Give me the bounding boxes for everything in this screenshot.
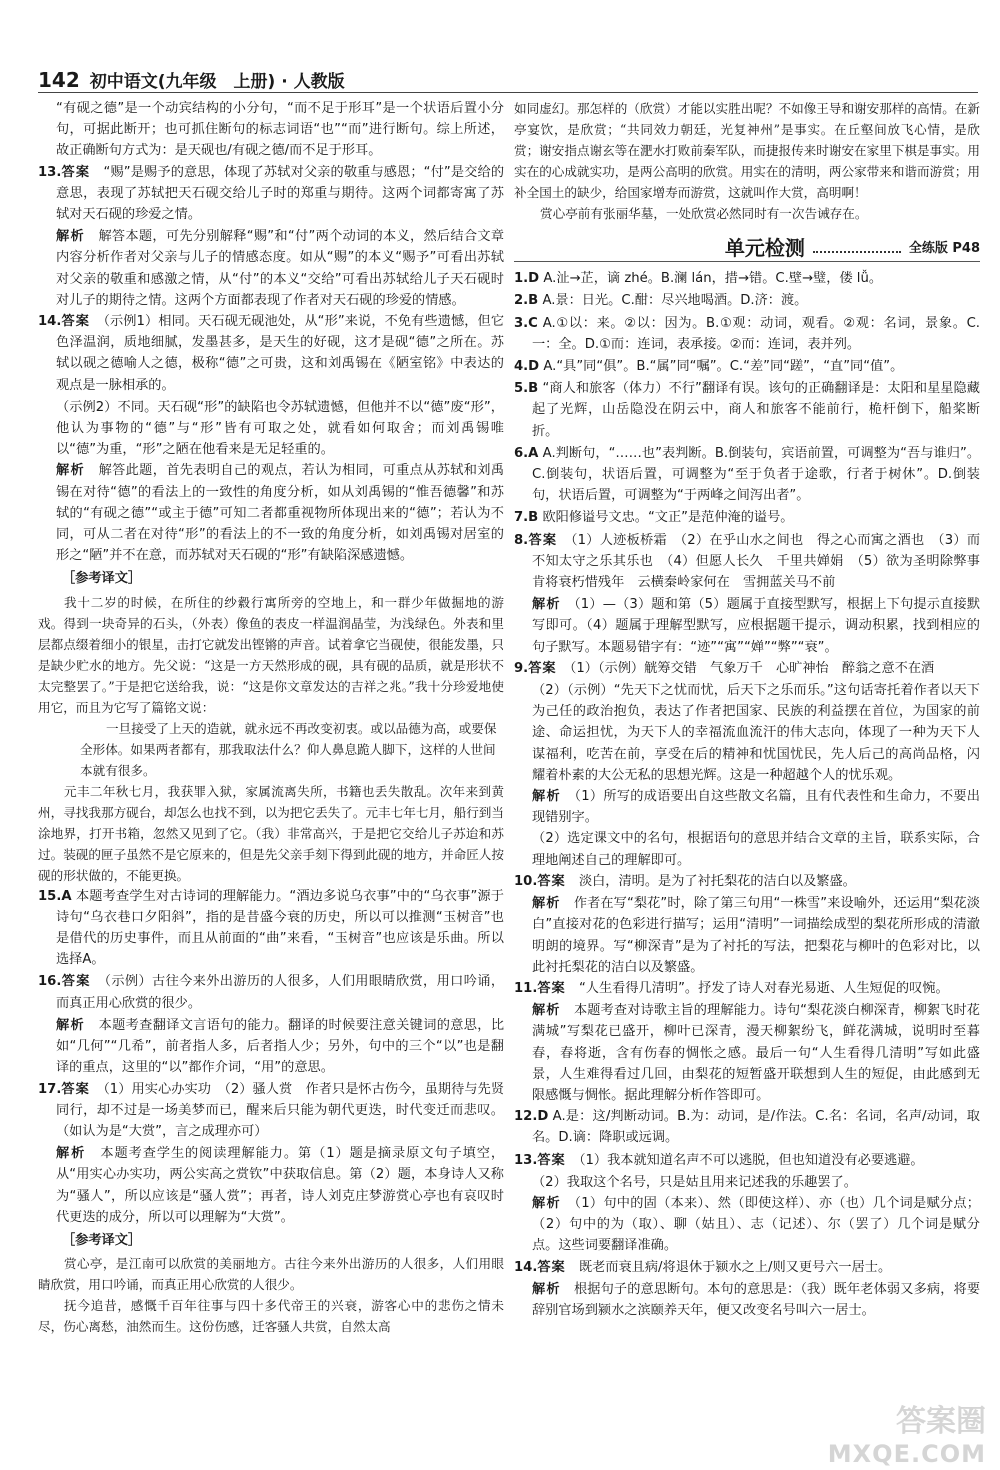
answer-item [514, 443, 980, 507]
item-text: A.是：这/判断动词。B.为：动词，是/作法。C.名：名词，名声/动词，取名。D.谪：降职或远调。 [532, 1109, 980, 1146]
item-tag: 答案 [537, 1259, 566, 1275]
item-tag: 解析 [56, 1146, 87, 1162]
item-tag: 解析 [532, 1281, 561, 1297]
answer-paragraph [514, 594, 980, 658]
item-text: 一旦接受了上天的造就，就永远不再改变初衷。或以品德为高，或要保全形体。如果两者都有，那我取法什么？仰人鼻息跪人脚下，这样的人世间本就有很多。 [80, 720, 497, 778]
item-text: “人生看得几清明”。抒发了诗人对春光易逝、人生短促的叹惋。 [578, 980, 949, 996]
item-text: A.景：日光。C.酣：尽兴地喝酒。D.济：渡。 [542, 293, 808, 309]
item-number: 16. [38, 974, 62, 990]
item-text: （示例1）相同。天石砚无砚池处，从“形”来说，不免有些遗憾，但它色泽温润，质地细腻，发墨甚多，是天生的好砚，这才是砚“德”之所在。苏轼以砚之德喻人之德，极称“德”之可贵，这和刘禹锡在《陋室铭》中表达的观点是一脉相承的。 [56, 314, 505, 393]
item-tag: 答案 [537, 980, 566, 996]
answer-item [38, 1079, 504, 1143]
item-text: A.判断句，“……也”表判断。B.倒装句，宾语前置，可调整为“吾与谁归”。C.倒装句，状语后置，可调整为“至于负者于途歌，行者于树休”。D.倒装句，状语后置，可调整为“于两峰之间泻出者”。 [532, 445, 981, 504]
answer-item [514, 356, 980, 377]
item-tag: 解析 [56, 463, 86, 479]
translation-paragraph [38, 781, 504, 886]
answer-paragraph [514, 1000, 980, 1106]
answer-paragraph [514, 893, 980, 978]
item-number: 4.D [514, 359, 540, 375]
translation-quote [38, 718, 504, 781]
translation-paragraph [38, 1253, 504, 1295]
item-tag: 答案 [61, 164, 91, 180]
answer-item [514, 378, 980, 442]
item-text: 抚今追昔，感慨千百年往事与四十多代帝王的兴衰，游客心中的悲伤之情未尽，伤心离愁，油然而生。这份伤感，迁客骚人共赏，自然太高 [38, 1298, 504, 1335]
answer-item [38, 886, 504, 971]
answer-item [514, 1150, 980, 1171]
item-number: 17. [38, 1081, 62, 1097]
answer-item [38, 971, 504, 1013]
translation-paragraph [38, 592, 504, 718]
answer-paragraph [514, 828, 980, 870]
answer-item [514, 1257, 980, 1278]
item-number: 9. [514, 660, 529, 676]
item-tag: 解析 [532, 597, 561, 613]
item-number: 7.B [514, 510, 539, 526]
item-text: “有砚之德”是一个动宾结构的小分句，“而不足于形耳”是一个状语后置小分句，可据此断开；也可抓住断句的标志词语“也”“而”进行断句。综上所述，故正确断句方式为：是天砚也/有砚之德/而不足于形耳。 [56, 101, 504, 159]
item-text: 我十二岁的时候，在所住的纱縠行寓所旁的空地上，和一群少年做掘地的游戏。得到一块奇异的石头，（外表）像鱼的表皮一样温润晶莹，为浅绿色。外表和里层都点缀着细小的银星，击打它就发出铿锵的声音。试着拿它当砚使，很能发墨，只是缺少贮水的地方。先父说：“这是一方天然形成的砚，具有砚的品质，就是形状不太完整罢了。”于是把它送给我，说：“这是你文章发达的吉祥之兆。”我十分珍爱地使用它，而且为它写了篇铭文说： [38, 594, 504, 715]
item-text: （1）句中的固（本来）、然（即使这样）、亦（也）几个词是赋分点；（2）句中的为（取）、聊（姑且）、志（记述）、尔（罢了）几个词是赋分点。这些词要翻译准确。 [532, 1195, 980, 1254]
item-text: A.沚→芷，谪 zhé。B.澜 lán，措→错。C.壁→璧，偻 lǚ。 [543, 271, 883, 287]
item-text: 赏心亭，是江南可以欣赏的美丽地方。古往今来外出游历的人很多，人们用眼睛欣赏，用口吟诵，而真正用心欣赏的人很少。 [38, 1256, 504, 1293]
section-title: 单元检测 [724, 236, 805, 260]
item-tag: 答案 [61, 1081, 90, 1097]
item-tag: 答案 [61, 314, 91, 330]
item-text: 作者在写“梨花”时，除了第三句用“一株雪”来设喻外，还运用“梨花淡白”直接对花的色彩进行描写；运用“清明”一词描绘成型的梨花所形成的清澈明朗的境界。写“柳深青”是为了衬托的写法，把梨花与柳叶的色彩对比，以此衬托梨花的洁白以及繁盛。 [532, 896, 981, 975]
item-text: 欧阳修谥号文忠。“文正”是范仲淹的谥号。 [542, 510, 794, 526]
item-tag: 解析 [532, 896, 561, 912]
answer-paragraph [514, 1279, 980, 1321]
item-text: （1）—（3）题和第（5）题属于直接型默写，根据上下句提示直接默写即可。（4）题属于理解型默写，应根据题干提示，调动积累，找到相应的句子默写。本题易错字有：“迹”“寓”“婵”“弊”“衰”。 [532, 597, 981, 655]
answer-item [514, 978, 980, 999]
page-header [38, 62, 978, 93]
item-text: 淡白，清明。是为了衬托梨花的洁白以及繁盛。 [578, 873, 856, 889]
page-number: 142 [38, 68, 80, 92]
item-text: 解答本题，可先分别解释“赐”和“付”两个动词的本义，然后结合文章内容分析作者对父亲与儿子的情感态度。如从“赐”的本义“赐予”可看出苏轼对父亲的敬重和感激之情，从“付”的本义“交给”可看出苏轼给儿子天石砚时对儿子的期待之情。这两个方面都表现了作者对天石砚的珍爱的情感。 [56, 229, 505, 308]
answer-paragraph [514, 1193, 980, 1257]
item-tag: 答案 [528, 532, 558, 548]
item-text: ［参考译文］ [62, 1232, 142, 1248]
item-tag: 答案 [537, 1152, 566, 1168]
translation-heading [38, 568, 504, 589]
item-tag: 解析 [532, 1003, 561, 1019]
book-title: 初中语文(九年级 上册) · 人教版 [89, 72, 345, 92]
item-text: （1）所写的成语要出自这些散文名篇，且有代表性和生命力，不要出现错别字。 [532, 789, 980, 826]
item-number: 11. [514, 980, 538, 996]
answer-item [514, 313, 980, 355]
item-text: “商人和旅客（体力）不行”翻译有误。该句的正确翻译是：太阳和星星隐藏起了光辉，山岳隐没在阴云中，商人和旅客不能前行，桅杆倒下，船桨断折。 [532, 381, 980, 439]
item-text: （1）人迹板桥霜 （2）在乎山水之间也 得之心而寓之酒也 （3）而不知太守之乐其乐也 （4）但愿人长久 千里共婵娟 （5）欲为圣明除弊事 肯将衰朽惜残年 云横秦岭家何在 雪拥蓝关马不前 [532, 532, 994, 591]
watermark-url: MXQE.COM [827, 1440, 986, 1468]
answer-item [38, 162, 504, 226]
item-tag: 解析 [56, 229, 85, 245]
section-dots [813, 251, 901, 253]
answer-item [38, 311, 504, 396]
item-number: 3.C [514, 315, 538, 331]
item-text: A.“具”同“俱”。B.“属”同“嘱”。C.“差”同“蹉”，“直”同“值”。 [543, 359, 904, 375]
item-tag: 答案 [537, 873, 566, 889]
item-tag: 解析 [56, 1017, 86, 1033]
answer-paragraph [38, 98, 504, 162]
translation-paragraph [38, 1295, 504, 1337]
item-number: 5.B [514, 381, 539, 397]
item-number: 14. [38, 314, 62, 330]
left-column [38, 98, 504, 1458]
item-text: 根据句子的意思断句。本句的意思是：（我）既年老体弱又多病，将要辞别官场到颍水之滨颐养天年，便又改变名号叫六一居士。 [532, 1281, 981, 1318]
item-text: （2）选定课文中的名句，根据语句的意思并结合文章的主旨，联系实际，合理地阐述自己的理解即可。 [532, 831, 980, 868]
item-text: 赏心亭前有张丽华墓，一处欣赏必然同时有一次告诫存在。 [540, 206, 868, 221]
watermark-logo [816, 1396, 986, 1468]
answer-paragraph [514, 680, 980, 786]
item-number: 13. [38, 164, 62, 180]
item-text: （示例2）不同。天石砚“形”的缺陷也令苏轼遗憾，但他并不以“德”废“形”，他认为事物的“德”与“形”皆有可取之处，就看如何取舍；而刘禹锡唯以“德”为重，“形”之陋在他看来是无足轻重的。 [56, 399, 504, 458]
answer-item [514, 268, 980, 289]
answer-item [514, 871, 980, 892]
item-number: 10. [514, 873, 538, 889]
answer-paragraph [514, 1172, 980, 1193]
item-number: 14. [514, 1259, 538, 1275]
item-text: 本题考查对诗歌主旨的理解能力。诗句“梨花淡白柳深青，柳絮飞时花满城”写梨花已盛开，柳叶已深青，漫天柳絮纷飞，鲜花满城，说明时至暮春，春将逝，含有伤春的惆怅之感。最后一句“人生看得几清明”写如此盛景，人生难得看过几回，由梨花的短暂盛开联想到人生的短促，由此感到无限感慨与惆怅。据此理解分析作答即可。 [532, 1003, 980, 1103]
item-tag: 解析 [532, 1195, 561, 1211]
translation-paragraph [514, 98, 980, 203]
watermark-text: 答案圈 [896, 1404, 986, 1439]
answer-paragraph [38, 226, 504, 311]
item-text: 本题考查学生的阅读理解能力。第（1）题是摘录原文句子填空，从“用实心办实功，两公实高之赏钦”中获取信息。第（2）题，本身诗人又称为“骚人”，所以应该是“骚人赏”；再者，诗人刘克庄梦游赏心亭也有哀叹时代更迭的成分，所以可以理解为“大赏”。 [56, 1146, 505, 1225]
item-tag: 解析 [532, 789, 561, 805]
item-number: 13. [514, 1152, 538, 1168]
section-header [514, 238, 980, 262]
item-text: （2）我取这个名号，只是姑且用来记述我的乐趣罢了。 [532, 1174, 857, 1190]
item-text: （1）用实心办实功 （2）骚人赏 作者只是怀古伤今，虽期待与先贤同行，却不过是一场美梦而已，醒来后只能为朝代更迭，时代变迁而悲叹。（如认为是“大赏”，言之成理亦可） [56, 1081, 505, 1139]
item-number: 12.D [514, 1109, 549, 1125]
answer-paragraph [38, 460, 504, 566]
item-text: ［参考译文］ [62, 571, 142, 587]
answer-item [514, 530, 994, 594]
answer-paragraph [38, 397, 504, 461]
item-text: （示例）古往今来外出游历的人很多，人们用眼睛欣赏，用口吟诵，而真正用心欣赏的很少。 [56, 974, 505, 1011]
answer-paragraph [38, 1143, 504, 1228]
item-text: （2）（示例）“先天下之忧而忧，后天下之乐而乐。”这句话寄托着作者以天下为己任的政治抱负，表达了作者把国家、民族的利益摆在首位，为国家的前途、命运担忧，为天下人的幸福流血流汗的伟大志向，体现了一种为天下人谋福利，吃苦在前，享受在后的精神和忧国忧民，先人后己的高尚品格，闪耀着朴素的大公无私的思想光辉。这是一种超越个人的忧乐观。 [532, 683, 980, 783]
answer-item [514, 507, 980, 528]
translation-paragraph [514, 203, 980, 224]
translation-heading [38, 1230, 504, 1251]
item-number: 15.A [38, 888, 72, 904]
item-number: 6.A [514, 445, 539, 461]
item-text: 元丰二年秋七月，我获罪入狱，家属流离失所，书籍也丢失散乱。次年来到黄州，寻找我那方砚台，却怎么也找不到，以为把它丢失了。元丰七年七月，船行到当涂地界，打开书箱，忽然又见到了它。（我）非常高兴，于是把它交给儿子苏迨和苏过。装砚的匣子虽然不是它原来的，但是先父亲手刻下得到此砚的地方，并命匠人按砚的形状做的，不能更换。 [38, 783, 504, 883]
item-text: 解答此题，首先表明自己的观点，若认为相同，可重点从苏轼和刘禹锡在对待“德”的看法上的一致性的角度分析，如从刘禹锡的“惟吾德馨”和苏轼的“有砚之德”“或主于德”可知二者都重视物所体现出来的“德”；若认为不同，可从二者在对待“形”的看法上的不一致的角度分析，如刘禹锡对居室的形之“陋”并不在意，而苏轼对天石砚的“形”有缺陷深感遗憾。 [56, 463, 505, 564]
item-text: （1）我本就知道名声不可以逃脱，但也知道没有必要逃避。 [578, 1152, 924, 1168]
answer-paragraph [514, 786, 980, 828]
item-text: 本题考查翻译文言语句的能力。翻译的时候要注意关键词的意思，比如“几何”“几希”，前者指人多，后者指人少；另外，句中的三个“以”也是翻译的重点，这里的“以”都作介词，“用”的意思。 [56, 1017, 505, 1076]
item-text: （1）（示例）觥筹交错 气象万千 心旷神怡 醉翁之意不在酒 [569, 660, 935, 676]
item-tag: 答案 [61, 974, 91, 990]
item-number: 1.D [514, 271, 540, 287]
item-text: “赐”是赐予的意思，体现了苏轼对父亲的敬重与感恩；“付”是交给的意思，表现了苏轼把天石砚交给儿子时的郑重与期待。这两个词都寄寓了苏轼对天石砚的珍爱之情。 [56, 164, 505, 223]
answer-item [514, 658, 980, 679]
item-number: 2.B [514, 293, 539, 309]
item-tag: 答案 [528, 660, 557, 676]
right-column [514, 98, 994, 1458]
section-ref: 全练版 P48 [908, 241, 980, 256]
item-text: 如同虚幻。那怎样的（欣赏）才能以实胜出呢？不如像王导和谢安那样的高情。在新亭宴饮，是欣赏；“共同效力朝廷，光复神州”是事实。在丘壑间放飞心情，是欣赏；谢安指点谢玄等在淝水打败前秦军队，而捷报传来时谢安在家里下棋是事实。用实在的心成就实功，是两公高明的欣赏。用实在的清明，两公家带来和谐而游赏；用补全国土的缺少，给国家增寿而游赏，这就叫作大赏，高明啊！ [514, 101, 980, 200]
answer-item [514, 290, 980, 311]
answer-paragraph [38, 1015, 504, 1079]
answer-item [514, 1106, 980, 1148]
item-text: A.①以：来。②以：因为。B.①观：动词，观看。②观：名词，景象。C.一：全。D.①而：连词，表承接。②而：连词，表并列。 [532, 315, 980, 352]
item-text: 既老而衰且病/将退休于颍水之上/则又更号六一居士。 [578, 1259, 892, 1275]
item-number: 8. [514, 532, 529, 548]
item-text: 本题考查学生对古诗词的理解能力。“酒边多说乌衣事”中的“乌衣事”源于诗句“乌衣巷口夕阳斜”，指的是昔盛今衰的历史，所以可以推测“玉树音”也是借代的历史事件，而且从前面的“曲”来看，“玉树音”也应该是乐曲。所以选择A。 [56, 888, 504, 968]
